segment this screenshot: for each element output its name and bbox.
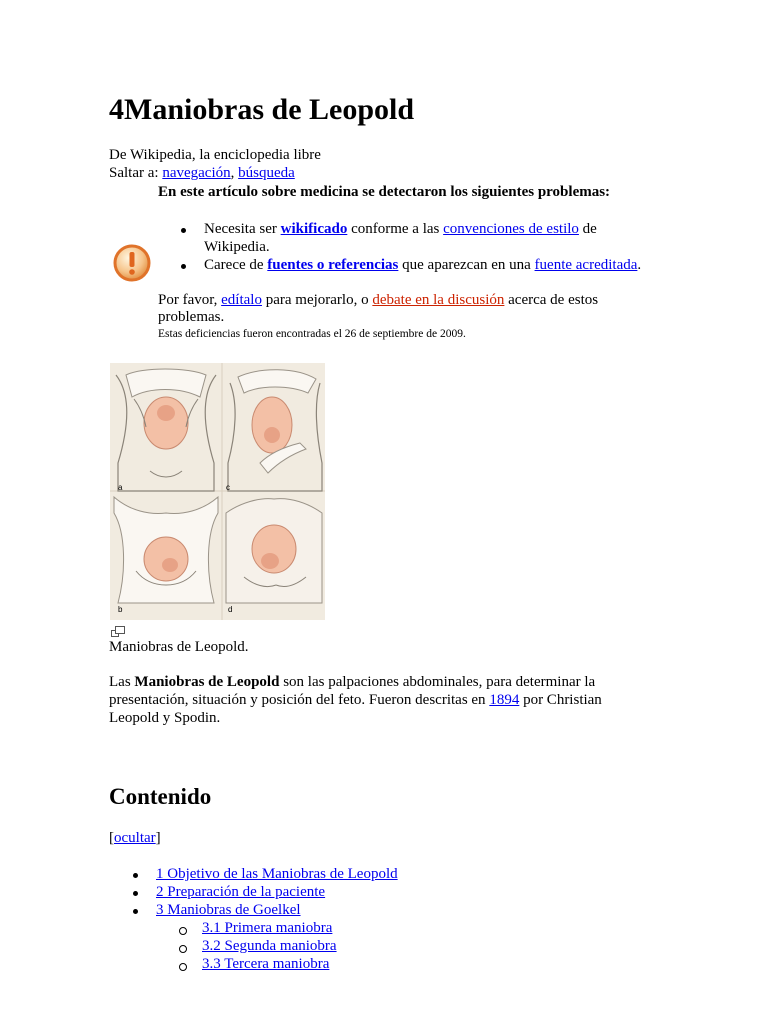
toc-sub-bullet [179,927,187,935]
bullet-dot [181,264,186,269]
toc-subitem-1[interactable]: 3.1 Primera maniobra [202,920,333,936]
notice-please-line2: problemas. [158,309,225,325]
toc-bullet [133,909,138,914]
item1-post: de [578,221,597,237]
fuentes-link[interactable]: fuentes o referencias [267,257,399,273]
fuente-acreditada-link[interactable]: fuente acreditada [534,257,638,273]
intro-bold-term: Maniobras de Leopold [134,674,280,690]
intro-line2-text: presentación, situación y posición del feto. Fueron descritas en [109,692,490,708]
item1-pre: Necesita ser [204,221,281,237]
toc-sub-bullet [179,945,187,953]
intro-line2-post: por Christian [519,692,602,708]
jump-prefix: Saltar a: [109,165,163,181]
item2-post: . [637,257,642,273]
bullet-dot [181,228,186,233]
leopold-figure-image[interactable] [110,363,325,620]
debate-link[interactable]: debate en la discusión [372,292,505,308]
notice-found-date: Estas deficiencias fueron encontradas el 26 de septiembre de 2009. [158,328,466,340]
notice-item-1-line2: Wikipedia. [204,239,270,255]
toc-sub-bullet [179,963,187,971]
notice-item-2 [204,256,641,274]
jump-search-link[interactable]: búsqueda [238,165,295,181]
panel-label-d: d [228,605,233,614]
intro-line-2 [109,691,602,709]
panel-label-a: a [118,483,123,492]
toc-toggle [109,829,161,847]
toc-item-3[interactable]: 3 Maniobras de Goelkel [156,902,301,918]
item2-pre: Carece de [204,257,268,273]
toc-item-1[interactable]: 1 Objetivo de las Maniobras de Leopold [156,866,398,882]
toc-item-2[interactable]: 2 Preparación de la paciente [156,884,326,900]
notice-heading: En este artículo sobre medicina se detectaron los siguientes problemas: [158,184,611,200]
editalo-link[interactable]: edítalo [221,292,262,308]
page-title: 4Maniobras de Leopold [109,93,415,126]
please-pre: Por favor, [158,292,222,308]
intro-line-3: Leopold y Spodin. [109,710,221,726]
figure-caption: Maniobras de Leopold. [109,639,249,655]
toc-bullet [133,891,138,896]
panel-label-c: c [226,483,230,492]
item1-mid: conforme a las [347,221,444,237]
please-post: acerca de estos [504,292,599,308]
jump-separator: , [230,165,239,181]
panel-label-b: b [118,605,123,614]
toc-bullet [133,873,138,878]
intro-post: son las palpaciones abdominales, para determinar la [279,674,596,690]
wikificado-link[interactable]: wikificado [280,221,348,237]
toc-hide-link[interactable]: ocultar [114,830,156,846]
item2-mid: que aparezcan en una [398,257,535,273]
toc-toggle-close: ] [155,830,161,846]
warning-icon [112,243,152,283]
enlarge-icon[interactable] [111,626,125,637]
year-1894-link[interactable]: 1894 [489,692,520,708]
jump-links [109,164,295,182]
toc-toggle-open: [ [109,830,114,846]
toc-subitem-2[interactable]: 3.2 Segunda maniobra [202,938,337,954]
from-line: De Wikipedia, la enciclopedia libre [109,147,321,163]
notice-please [158,291,598,309]
please-mid: para mejorarlo, o [261,292,373,308]
intro-line-1 [109,673,595,691]
intro-pre: Las [109,674,135,690]
toc-heading: Contenido [109,784,212,809]
toc-subitem-3[interactable]: 3.3 Tercera maniobra [202,956,330,972]
jump-navigation-link[interactable]: navegación [162,165,231,181]
convenciones-link[interactable]: convenciones de estilo [443,221,579,237]
notice-item-1 [204,220,597,238]
leopold-illustration [110,363,325,620]
